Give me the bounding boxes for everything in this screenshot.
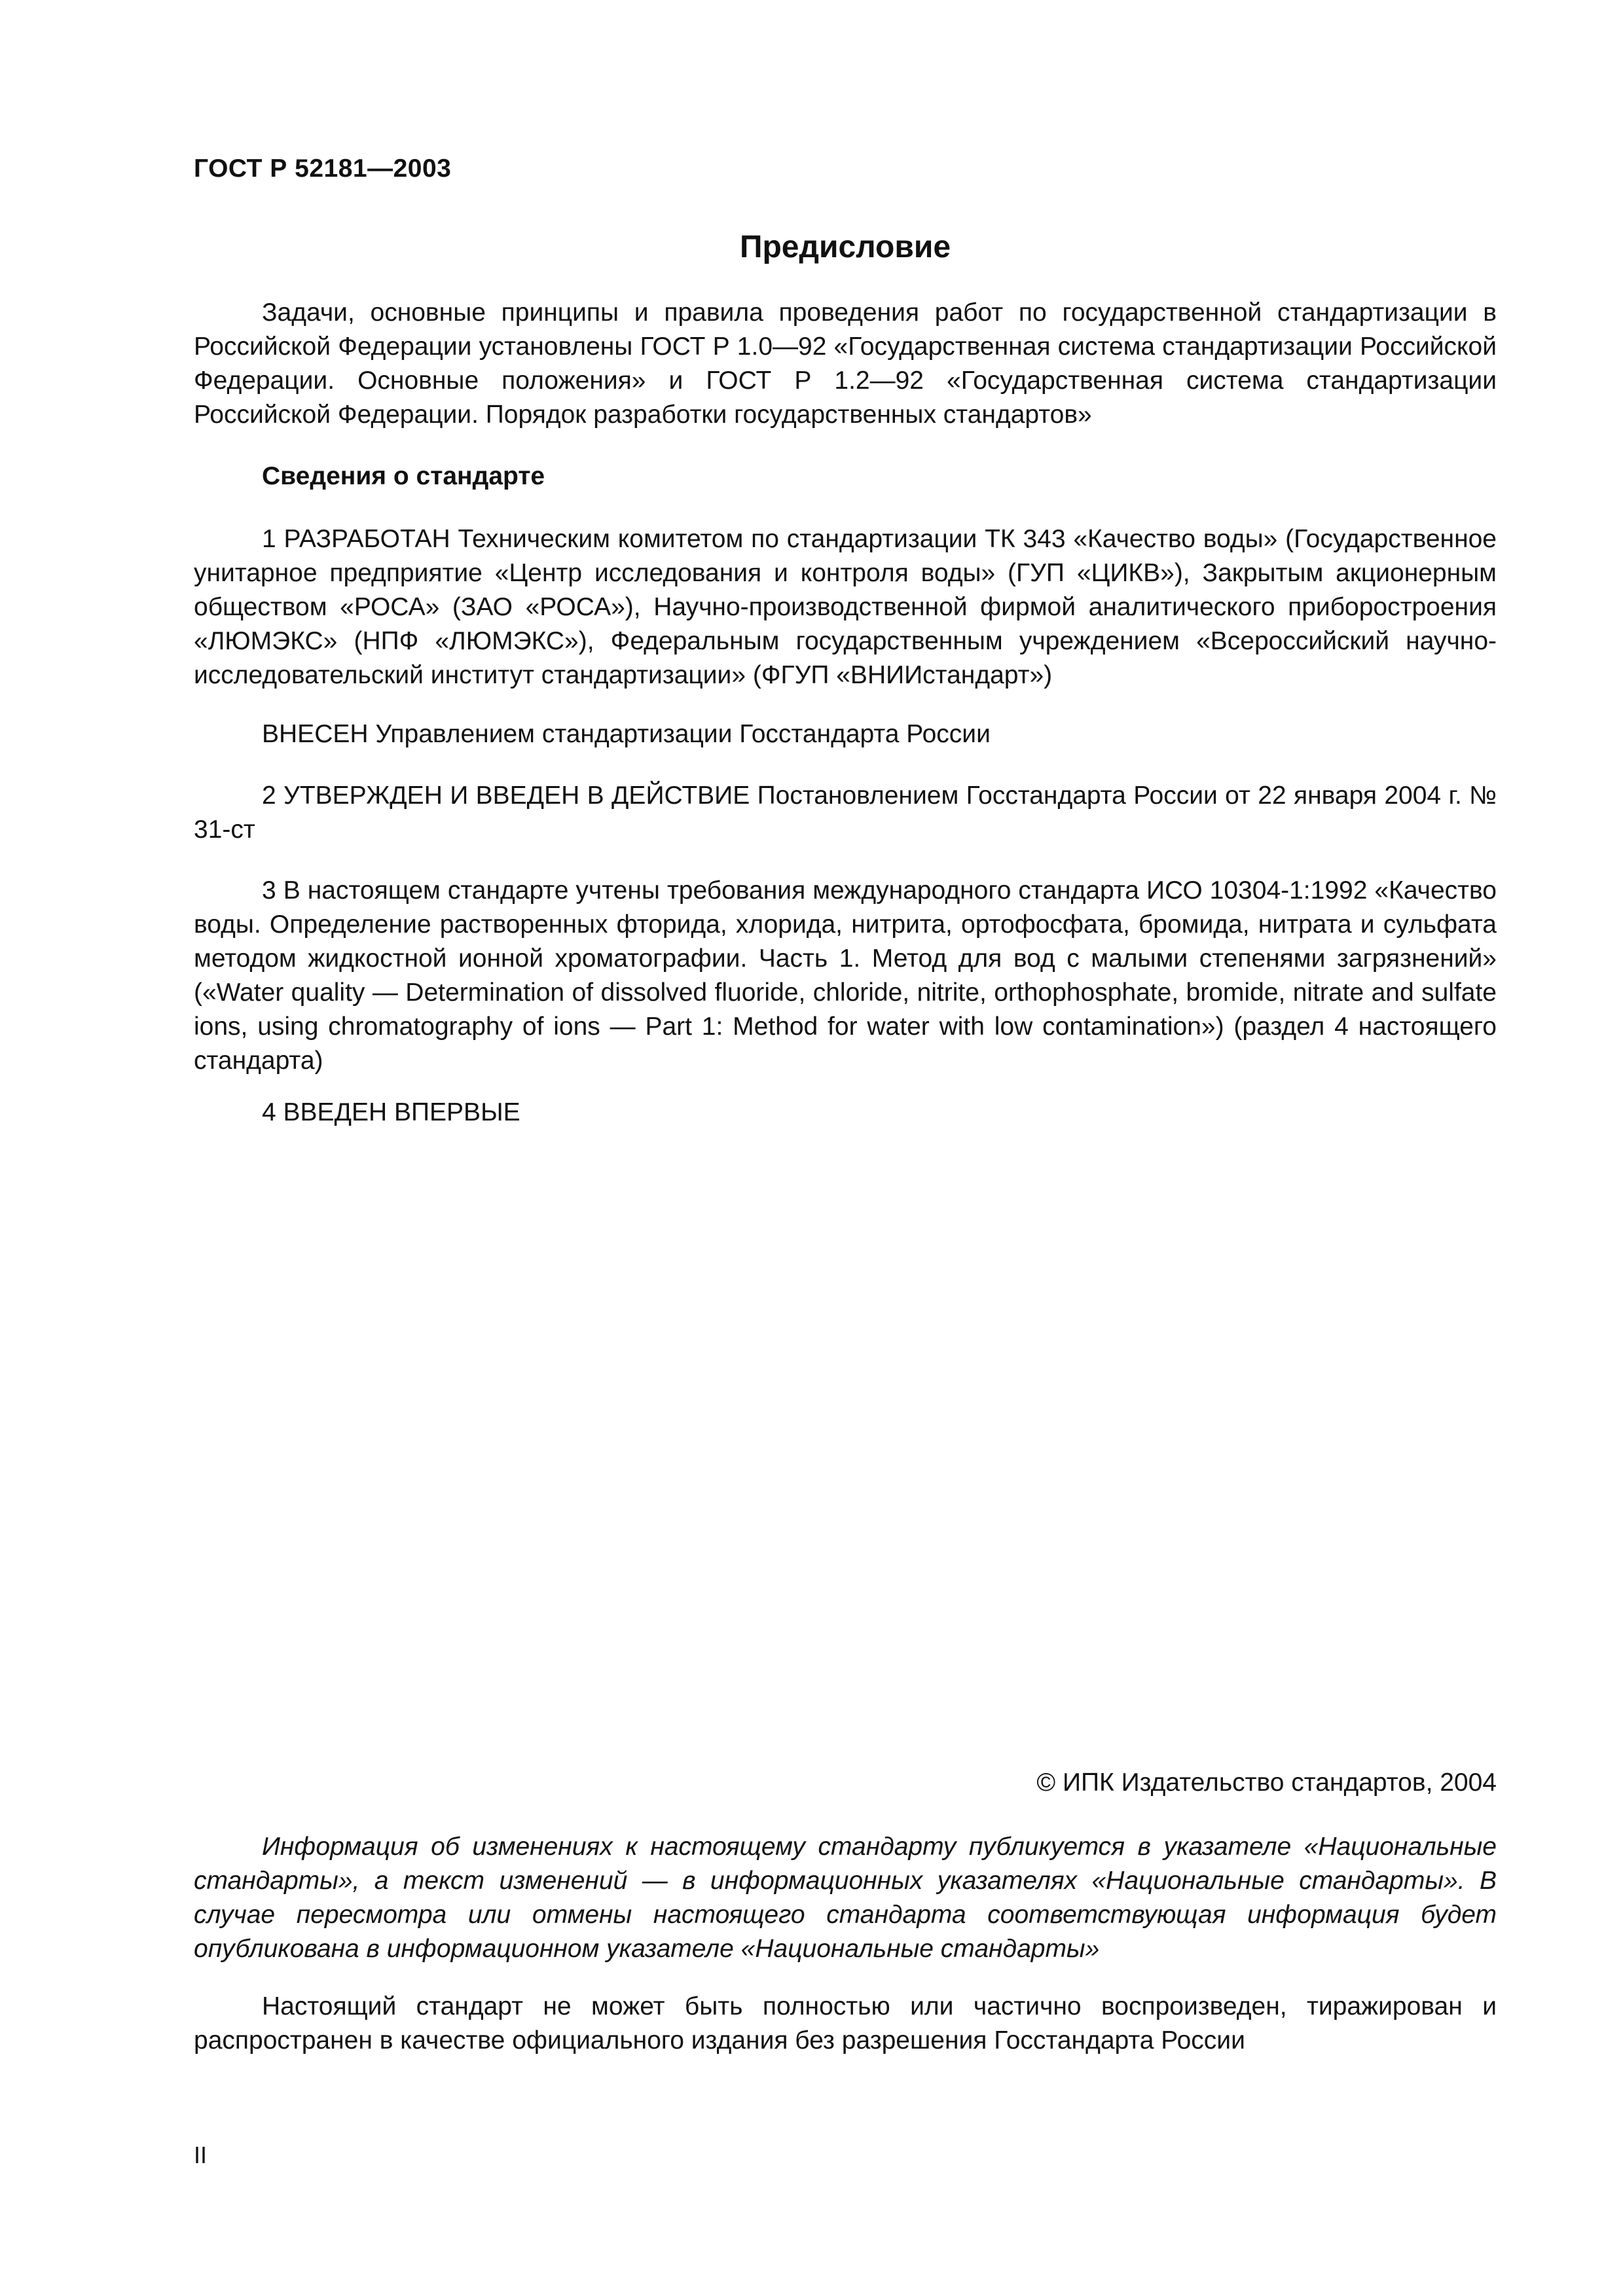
copyright-line: © ИПК Издательство стандартов, 2004 [1036, 1768, 1497, 1797]
reproduction-notice: Настоящий стандарт не может быть полностью или частично воспроизведен, тиражирован и распространен в качестве официального издания без разрешения Госстандарта России [194, 1992, 1497, 2054]
item-first-introduced: 4 ВВЕДЕН ВПЕРВЫЕ [262, 1098, 520, 1126]
item-approved: 2 УТВЕРЖДЕН И ВВЕДЕН В ДЕЙСТВИЕ Постановлением Госстандарта России от 22 января 2004 г. № 31-ст [194, 781, 1497, 844]
reproduction-notice-block [194, 1990, 1497, 2058]
item-iso-requirements: 3 В настоящем стандарте учтены требования международного стандарта ИСО 10304-1:1992 «Качество воды. Определение растворенных фторида, хлорида, нитрита, ортофосфата, бромида, нитрата и сульфата методом жидкостной ионной хроматографии. Часть 1. Метод для вод с малыми степенями загрязнений» («Water quality — Determination of dissolved fluoride, chloride, nitrite, orthophosphate, bromide, nitrate and sulfate ions, using chromatography of ions — Part 1: Method for water with low contamination») (раздел 4 настоящего стандарта) [194, 876, 1497, 1075]
standard-info-subhead: Сведения о стандарте [262, 462, 545, 490]
standard-info-subhead-block [194, 462, 1497, 491]
item-approved-block [194, 779, 1497, 847]
item-submitted: ВНЕСЕН Управлением стандартизации Госстандарта России [262, 720, 991, 748]
item-iso-requirements-block [194, 874, 1497, 1078]
preface-intro-block [194, 296, 1497, 432]
item-submitted-block [194, 717, 1497, 751]
changes-notice-block [194, 1830, 1497, 1966]
preface-intro: Задачи, основные принципы и правила проведения работ по государственной стандартизации в Российской Федерации установлены ГОСТ Р 1.0—92 «Государственная система стандартизации Российской Федерации. Основные положения» и ГОСТ Р 1.2—92 «Государственная система стандартизации Российской Федерации. Порядок разработки государственных стандартов» [194, 298, 1497, 429]
item-developed-block [194, 522, 1497, 692]
item-first-introduced-block [194, 1096, 1497, 1130]
changes-notice: Информация об изменениях к настоящему стандарту публикуется в указателе «Национальные стандарты», а текст изменений — в информационных указателях «Национальные стандарты». В случае пересмотра или отмены настоящего стандарта соответствующая информация будет опубликована в информационном указателе «Национальные стандарты» [194, 1833, 1497, 1963]
document-code: ГОСТ Р 52181—2003 [194, 154, 452, 183]
item-developed: 1 РАЗРАБОТАН Техническим комитетом по стандартизации ТК 343 «Качество воды» (Государственное унитарное предприятие «Центр исследования и контроля воды» (ГУП «ЦИКВ»), Закрытым акционерным обществом «РОСА» (ЗАО «РОСА»), Научно-производственной фирмой аналитического приборостроения «ЛЮМЭКС» (НПФ «ЛЮМЭКС»), Федеральным государственным учреждением «Всероссийский научно-исследовательский институт стандартизации» (ФГУП «ВНИИстандарт») [194, 525, 1497, 689]
page-number: II [194, 2142, 208, 2168]
page-title: Предисловие [739, 230, 951, 264]
